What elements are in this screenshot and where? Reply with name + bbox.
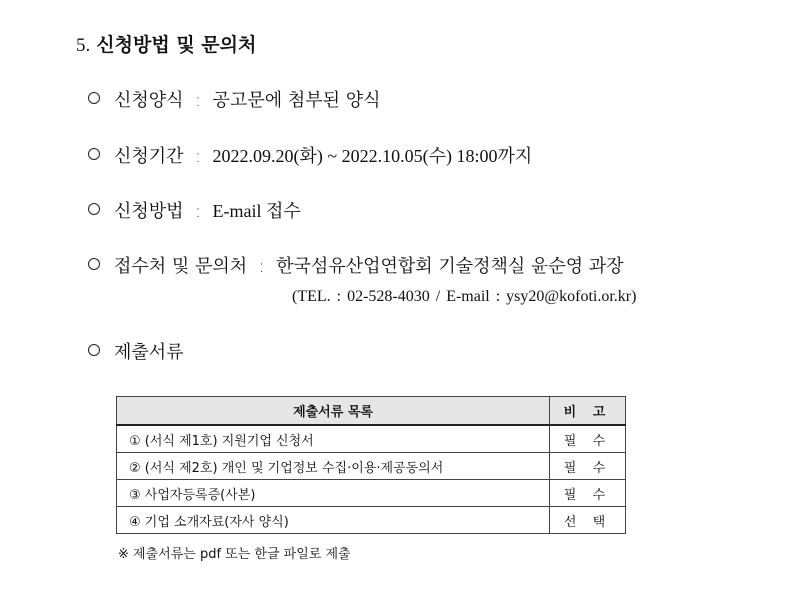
document-name: ④ 기업 소개자료(자사 양식) xyxy=(117,507,550,534)
document-note: 선 택 xyxy=(550,507,626,534)
table-row xyxy=(117,480,626,507)
item-label: 접수처 및 문의처 xyxy=(114,256,248,277)
footnote: ※ 제출서류는 pdf 또는 한글 파일로 제출 xyxy=(118,547,351,562)
circle-bullet-icon xyxy=(88,203,100,215)
circle-bullet-icon xyxy=(88,344,100,356)
item-documents xyxy=(88,338,184,364)
document-name: ② (서식 제2호) 개인 및 기업정보 수집·이용·제공동의서 xyxy=(117,453,550,480)
document-note: 필 수 xyxy=(550,453,626,480)
document-note: 필 수 xyxy=(550,425,626,453)
section-number: 5. xyxy=(76,35,91,56)
item-label: 제출서류 xyxy=(114,342,184,363)
item-form xyxy=(88,86,380,112)
contact-line: (TEL. : 02-528-4030 / E-mail : ysy20@kofoti.or.kr) xyxy=(292,288,637,305)
item-sep: : xyxy=(195,90,202,111)
item-value: E-mail 접수 xyxy=(212,201,301,221)
table-header-row xyxy=(117,397,626,426)
document-note: 필 수 xyxy=(550,480,626,507)
header-documents: 제출서류 목록 xyxy=(117,397,550,426)
item-sep: : xyxy=(195,146,202,167)
header-note: 비 고 xyxy=(550,397,626,426)
item-value: 2022.09.20(화) ~ 2022.10.05(수) 18:00까지 xyxy=(212,146,533,166)
item-value: 한국섬유산업연합회 기술정책실 윤순영 과장 xyxy=(276,256,624,277)
documents-table xyxy=(116,396,626,534)
section-heading xyxy=(76,30,256,57)
item-label: 신청방법 xyxy=(114,201,184,222)
item-sep: : xyxy=(195,201,202,222)
table-row xyxy=(117,453,626,480)
circle-bullet-icon xyxy=(88,92,100,104)
item-period xyxy=(88,142,532,168)
circle-bullet-icon xyxy=(88,148,100,160)
item-label: 신청양식 xyxy=(114,90,184,111)
item-sep: : xyxy=(258,256,265,277)
item-label: 신청기간 xyxy=(114,146,184,167)
table-row xyxy=(117,507,626,534)
document-name: ① (서식 제1호) 지원기업 신청서 xyxy=(117,425,550,453)
table-row xyxy=(117,425,626,453)
item-method xyxy=(88,197,301,223)
circle-bullet-icon xyxy=(88,258,100,270)
item-value: 공고문에 첨부된 양식 xyxy=(212,90,381,111)
item-contact xyxy=(88,252,624,278)
document-name: ③ 사업자등록증(사본) xyxy=(117,480,550,507)
section-title: 신청방법 및 문의처 xyxy=(96,34,257,56)
